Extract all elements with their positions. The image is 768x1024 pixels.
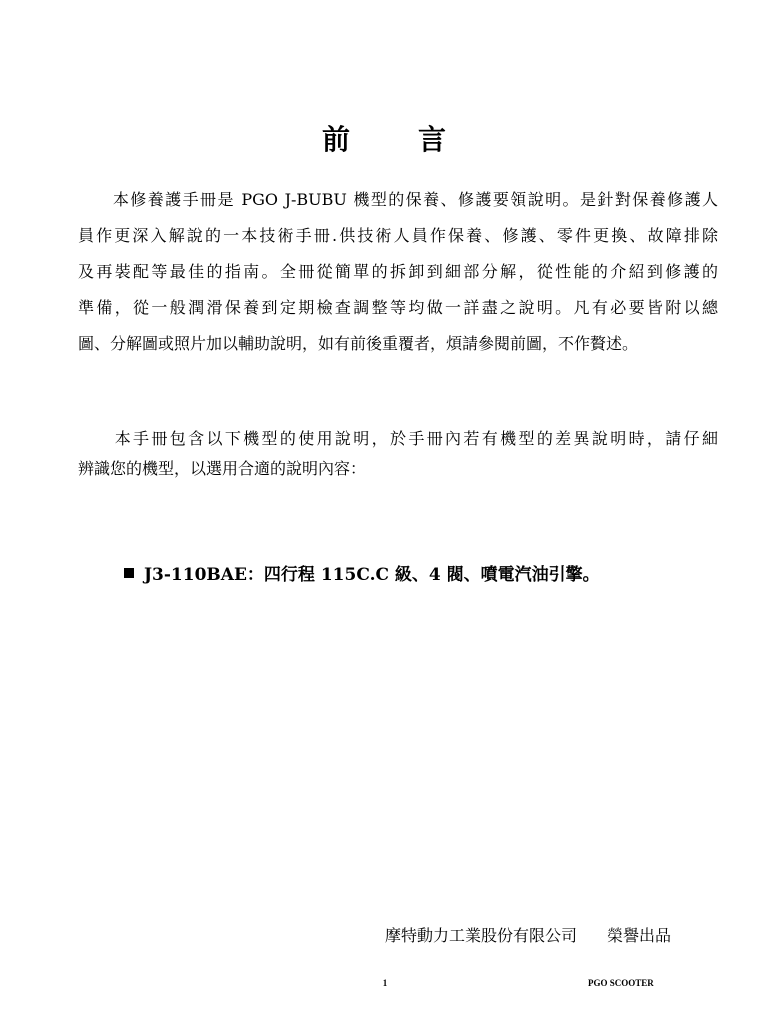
models-line-1: 本手冊包含以下機型的使用說明，於手冊內若有機型的差異說明時，請仔細 [78,429,718,448]
publisher-credit [385,922,671,950]
intro-line-3: 及再裝配等最佳的指南。全冊從簡單的拆卸到細部分解，從性能的介紹到修護的 [78,262,718,281]
model-list-item [124,562,600,588]
intro-line-5: 圖、分解圖或照片加以輔助說明，如有前後重覆者，煩請參閱前圖，不作贅述。 [78,334,639,353]
credit-note: 榮譽出品 [607,926,672,945]
title-char-1: 前 [321,123,350,156]
models-line-2: 辨識您的機型，以選用合適的說明內容： [78,459,367,478]
square-bullet-icon [124,568,134,578]
title-char-2: 言 [417,123,446,156]
company-name: 摩特動力工業股份有限公司 [385,926,578,945]
intro-line-4: 準備，從一般潤滑保養到定期檢查調整等均做一詳盡之說明。凡有必要皆附以總 [78,298,718,317]
models-paragraph [78,424,718,484]
page-title [0,118,768,158]
footer-brand: PGO SCOOTER [588,978,654,988]
page-number: 1 [382,978,388,988]
intro-line-1: 本修養護手冊是 PGO J-BUBU 機型的保養、修護要領說明。是針對保養修護人 [78,190,718,209]
intro-line-2: 員作更深入解說的一本技術手冊.供技術人員作保養、修護、零件更換、故障排除 [78,226,718,245]
intro-paragraph [78,182,718,362]
model-list-item-text: J3-110BAE：四行程 115C.C 級、4 閥、噴電汽油引擎。 [144,565,600,585]
